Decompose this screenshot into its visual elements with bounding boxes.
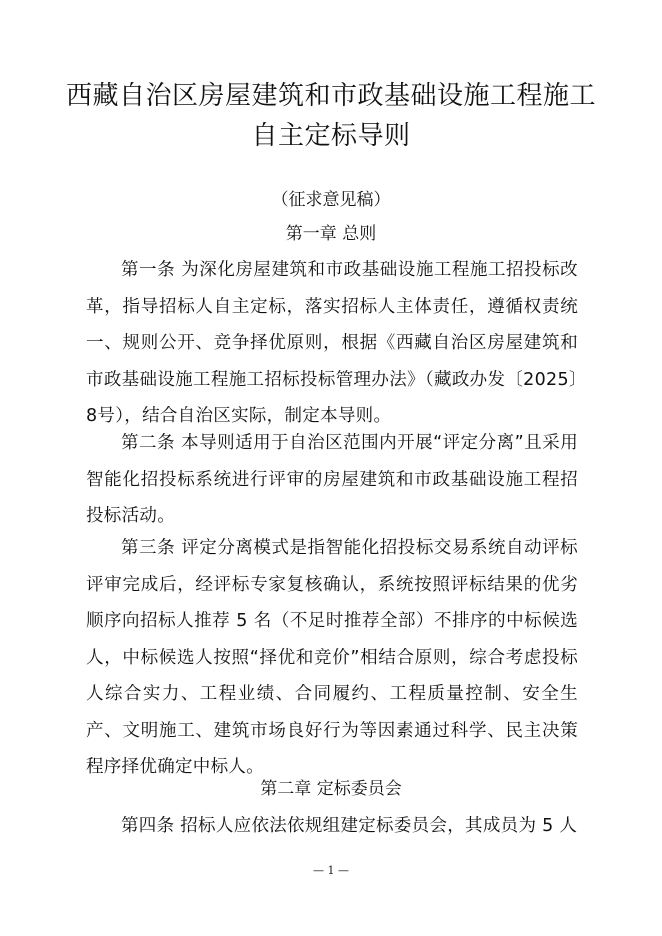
draft-note: （征求意见稿） — [271, 190, 391, 210]
title-line-2: 自主定标导则 — [251, 121, 411, 151]
page-number: — 1 — — [313, 864, 349, 877]
article-2: 第二条 本导则适用于自治区范围内开展“评定分离”且采用智能化招投标系统进行评审的房屋建筑和市政基础设施工程招投标活动。 — [86, 433, 578, 526]
document-title — [60, 76, 602, 156]
chapter-heading-2: 第二章 定标委员会 — [260, 779, 402, 799]
article-3: 第三条 评定分离模式是指智能化招投标交易系统自动评标评审完成后，经评标专家复核确认，系统按照评标结果的优劣顺序向招标人推荐 5 名（不足时推荐全部）不排序的中标候选人，中标候选人按照“择优和竞价”相结合原则，综合考虑投标人综合实力、工程业绩、合同履约、工程质量控制、安全生产、文明施工、建筑市场良好行为等因素通过科学、民主决策程序择优确定中标人。 — [86, 538, 578, 777]
article-1: 第一条 为深化房屋建筑和市政基础设施工程施工招投标改革，指导招标人自主定标，落实招标人主体责任，遵循权责统一、规则公开、竞争择优原则，根据《西藏自治区房屋建筑和市政基础设施工程施工招标投标管理办法》（藏政办发〔2025〕8号），结合自治区实际，制定本导则。 — [86, 260, 578, 426]
article-4: 第四条 招标人应依法依规组建定标委员会，其成员为 5 人 — [121, 816, 578, 836]
chapter-heading-1: 第一章 总则 — [285, 224, 377, 244]
title-line-1: 西藏自治区房屋建筑和市政基础设施工程施工 — [65, 81, 596, 111]
